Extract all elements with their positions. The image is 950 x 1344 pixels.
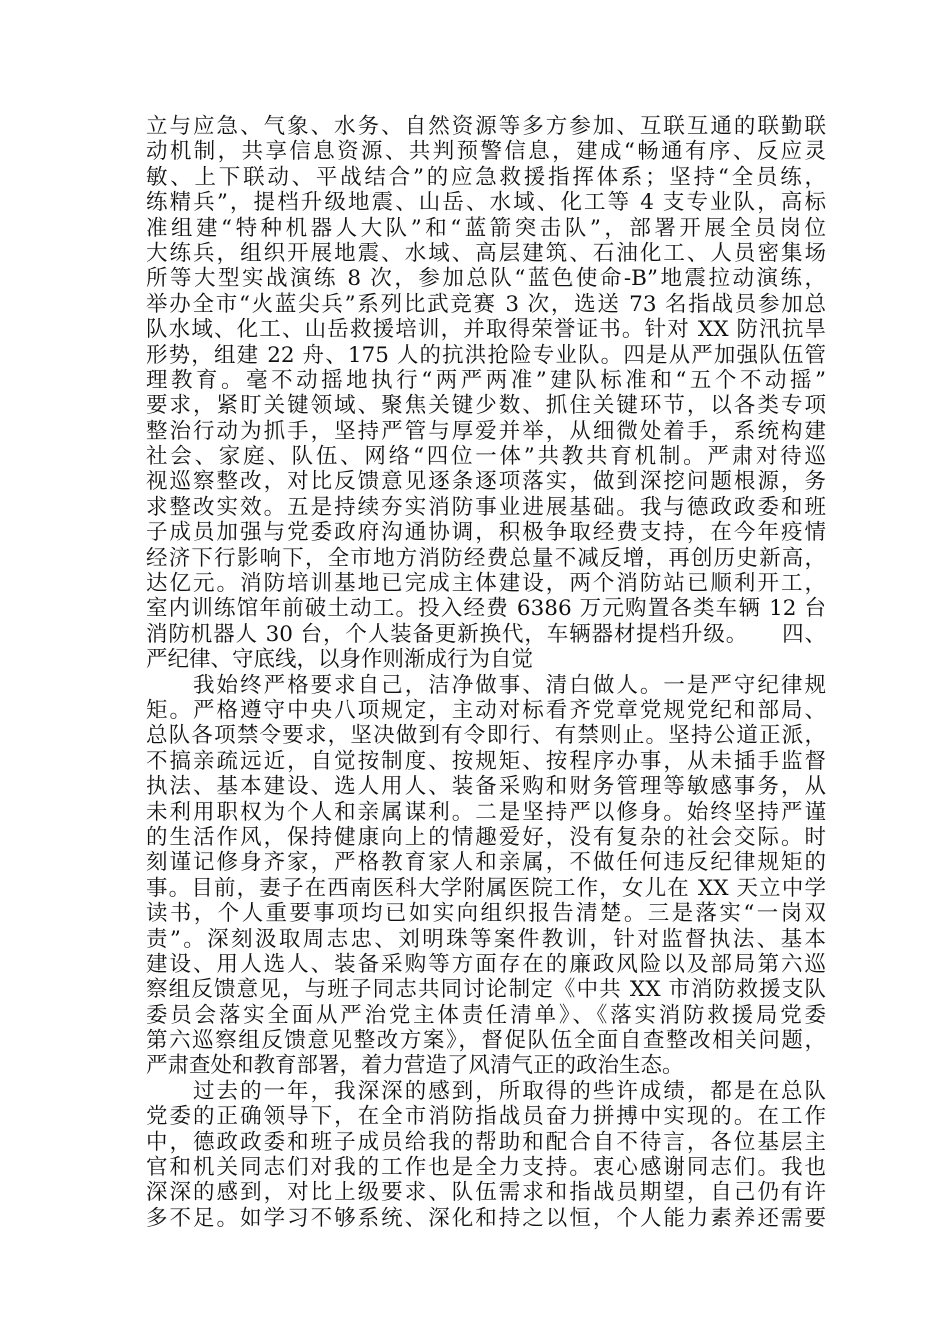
text-line: 达亿元。消防培训基地已完成主体建设，两个消防站已顺利开工，: [146, 571, 826, 597]
text-line: 敏、上下联动、平战结合”的应急救援指挥体系；坚持“全员练，: [146, 164, 826, 190]
text-line: 事。目前，妻子在西南医科大学附属医院工作，女儿在 XX 天立中学: [146, 875, 826, 901]
text-line: 整治行动为抓手，坚持严管与厚爱并举，从细微处着手，系统构建: [146, 418, 826, 444]
text-line: 队水域、化工、山岳救援培训，并取得荣誉证书。针对 XX 防汛抗旱: [146, 317, 826, 343]
text-line: 过去的一年，我深深的感到，所取得的些许成绩，都是在总队: [146, 1078, 826, 1104]
text-line: 建设、用人选人、装备采购等方面存在的廉政风险以及部局第六巡: [146, 951, 826, 977]
text-line: 举办全市“火蓝尖兵”系列比武竞赛 3 次，选送 73 名指战员参加总: [146, 291, 826, 317]
text-line: 子成员加强与党委政府沟通协调，积极争取经费支持，在今年疫情: [146, 520, 826, 546]
text-line: 理教育。毫不动摇地执行“两严两准”建队标准和“五个不动摇”: [146, 367, 826, 393]
text-line: 要求，紧盯关键领域、聚焦关键少数、抓住关键环节，以各类专项: [146, 393, 826, 419]
text-line: 刻谨记修身齐家，严格教育家人和亲属，不做任何违反纪律规矩的: [146, 850, 826, 876]
text-line: 的生活作风，保持健康向上的情趣爱好，没有复杂的社会交际。时: [146, 824, 826, 850]
text-line: 委员会落实全面从严治党主体责任清单》、《落实消防救援局党委: [146, 1002, 826, 1028]
text-line: 严肃查处和教育部署，着力营造了风清气正的政治生态。: [146, 1053, 684, 1079]
text-line: 中，德政政委和班子成员给我的帮助和配合自不待言，各位基层主: [146, 1129, 826, 1155]
text-line: 大练兵，组织开展地震、水域、高层建筑、石油化工、人员密集场: [146, 240, 826, 266]
text-line: 执法、基本建设、选人用人、装备采购和财务管理等敏感事务，从: [146, 774, 826, 800]
text-line: 经济下行影响下，全市地方消防经费总量不减反增，再创历史新高，: [146, 545, 826, 571]
text-line: 形势，组建 22 舟、175 人的抗洪抢险专业队。四是从严加强队伍管: [146, 342, 826, 368]
text-line: 我始终严格要求自己，洁净做事、清白做人。一是严守纪律规: [146, 672, 826, 698]
text-line: 第六巡察组反馈意见整改方案》，督促队伍全面自查整改相关问题，: [146, 1028, 826, 1054]
text-line: 练精兵”，提档升级地震、山岳、水域、化工等 4 支专业队，高标: [146, 190, 826, 216]
text-line: 读书，个人重要事项均已如实向组织报告清楚。三是落实“一岗双: [146, 901, 826, 927]
text-line: 立与应急、气象、水务、自然资源等多方参加、互联互通的联勤联: [146, 114, 826, 139]
text-line: 察组反馈意见，与班子同志共同讨论制定《中共 XX 市消防救援支队: [146, 977, 826, 1003]
text-line: 动机制，共享信息资源、共判预警信息，建成“畅通有序、反应灵: [146, 139, 826, 165]
text-line: 多不足。如学习不够系统、深化和持之以恒，个人能力素养还需要: [146, 1205, 826, 1231]
text-line: 责”。深刻汲取周志忠、刘明珠等案件教训，针对监督执法、基本: [146, 926, 826, 952]
text-line: 总队各项禁令要求，坚决做到有令即行、有禁则止。坚持公道正派，: [146, 723, 826, 749]
text-line: 视巡察整改，对比反馈意见逐条逐项落实，做到深挖问题根源，务: [146, 469, 826, 495]
text-line: 官和机关同志们对我的工作也是全力支持。衷心感谢同志们。我也: [146, 1155, 826, 1181]
section-heading: 严纪律、守底线，以身作则渐成行为自觉: [146, 647, 534, 673]
text-line: 求整改实效。五是持续夯实消防事业进展基础。我与德政政委和班: [146, 494, 826, 520]
text-line: 准组建“特种机器人大队”和“蓝箭突击队”，部署开展全员岗位: [146, 215, 826, 241]
text-line: 未利用职权为个人和亲属谋利。二是坚持严以修身。始终坚持严谨: [146, 799, 826, 825]
text-line: 室内训练馆年前破土动工。投入经费 6386 万元购置各类车辆 12 台: [146, 596, 826, 622]
text-line: 社会、家庭、队伍、网络“四位一体”共教共育机制。严肃对待巡: [146, 444, 826, 470]
text-line: 矩。严格遵守中央八项规定，主动对标看齐党章党规党纪和部局、: [146, 697, 826, 723]
text-line: 党委的正确领导下，在全市消防指战员奋力拼搏中实现的。在工作: [146, 1104, 826, 1130]
text-line: 所等大型实战演练 8 次，参加总队“蓝色使命-B”地震拉动演练，: [146, 266, 826, 292]
body-text: [146, 114, 826, 1231]
text-line: 深深的感到，对比上级要求、队伍需求和指战员期望，自己仍有许: [146, 1180, 826, 1206]
text-line: 不搞亲疏远近，自觉按制度、按规矩、按程序办事，从未插手监督: [146, 748, 826, 774]
text-line: 消防机器人 30 台，个人装备更新换代，车辆器材提档升级。 四、: [146, 621, 826, 647]
